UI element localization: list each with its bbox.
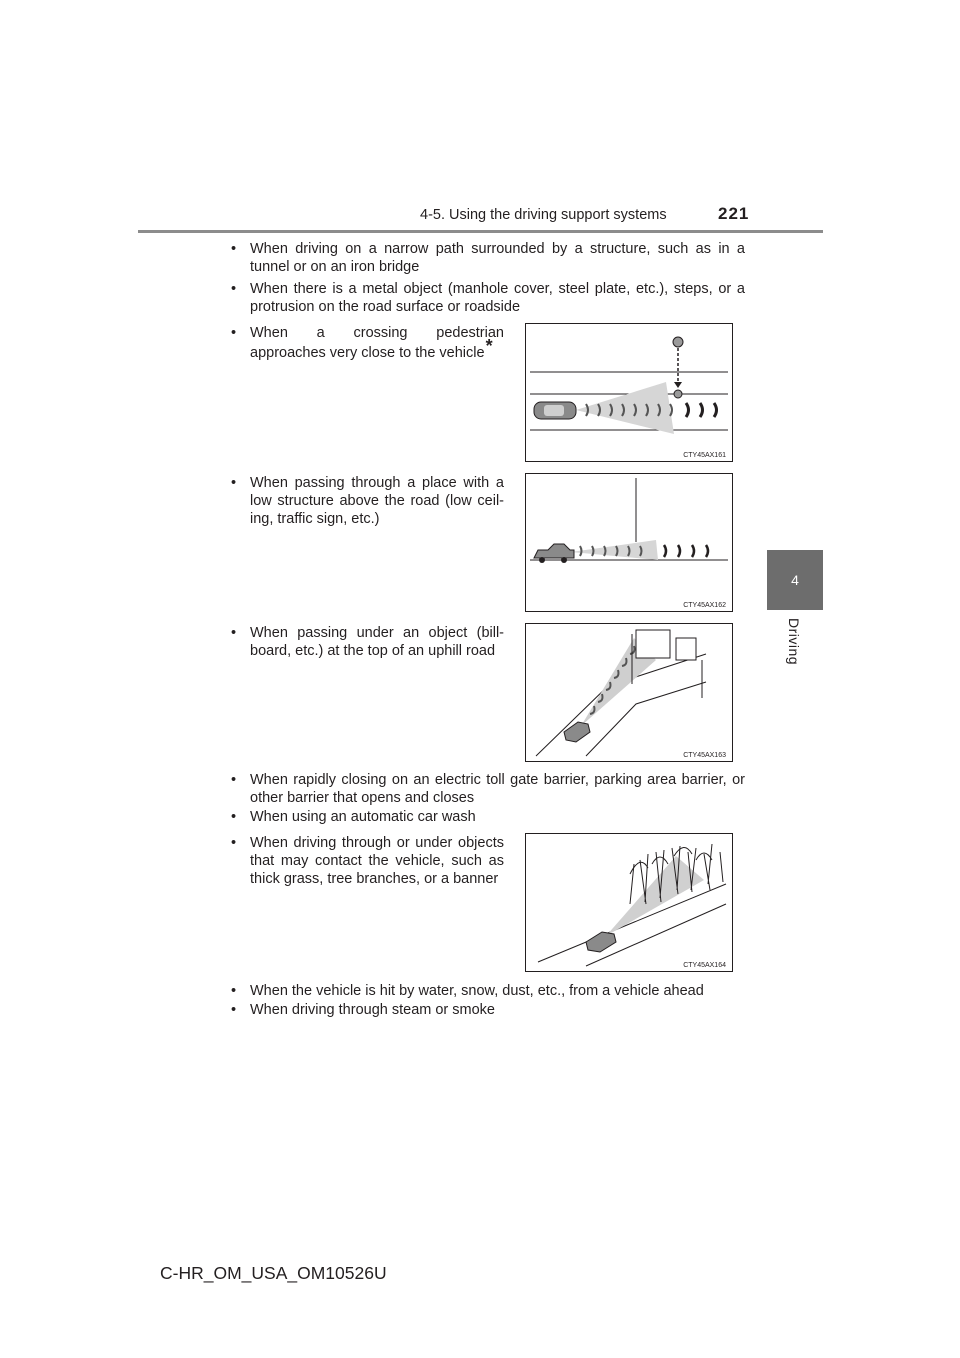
section-title: 4-5. Using the driving support systems <box>420 207 667 223</box>
figure-low-structure <box>525 473 733 612</box>
bullet-marker: • <box>231 281 237 297</box>
bullet-item-metal-object <box>231 280 745 316</box>
chapter-number: 4 <box>791 572 799 588</box>
footnote-asterisk: * <box>485 336 493 356</box>
bullet-text: When driving through or under objects that may contact the vehicle, such as thick grass, tree branches, or a banner <box>250 835 504 887</box>
bullet-text: When rapidly closing on an electric toll gate barrier, parking area barrier, or other barrier that opens and closes <box>250 772 745 806</box>
document-code: C-HR_OM_USA_OM10526U <box>160 1263 387 1283</box>
bullet-marker: • <box>231 772 237 788</box>
bullet-item-car-wash <box>231 808 745 826</box>
bullet-item-narrow-path <box>231 240 745 276</box>
bullet-item-billboard <box>231 624 504 660</box>
bullet-item-grass-branches <box>231 834 504 888</box>
header-divider <box>138 230 823 233</box>
figure-uphill-billboard <box>525 623 733 762</box>
bullet-text: When passing through a place with a low structure above the road (low ceil-ing, traffic sign, etc.) <box>250 475 504 527</box>
uphill-billboard-illustration <box>526 624 732 761</box>
figure-code: CTY45AX161 <box>683 452 726 459</box>
bullet-marker: • <box>231 241 237 257</box>
bullet-item-toll-gate <box>231 771 745 807</box>
page-number: 221 <box>718 204 750 223</box>
thick-grass-illustration <box>526 834 732 971</box>
figure-thick-grass <box>525 833 733 972</box>
bullet-item-pedestrian <box>231 324 504 362</box>
figure-code: CTY45AX164 <box>683 962 726 969</box>
bullet-text: When passing under an object (bill-board, etc.) at the top of an uphill road <box>250 625 504 659</box>
bullet-marker: • <box>231 325 237 341</box>
bullet-marker: • <box>231 475 237 491</box>
bullet-item-water-snow <box>231 982 745 1000</box>
bullet-marker: • <box>231 1002 237 1018</box>
bullet-text: When there is a metal object (manhole cover, steel plate, etc.), steps, or a protrusion on the road surface or roadside <box>250 281 745 315</box>
figure-code: CTY45AX162 <box>683 602 726 609</box>
bullet-text: When driving on a narrow path surrounded by a structure, such as in a tunnel or on an iron bridge <box>250 241 745 275</box>
pedestrian-crossing-illustration <box>526 324 732 461</box>
bullet-text: When using an automatic car wash <box>250 809 476 825</box>
bullet-marker: • <box>231 835 237 851</box>
bullet-text: When driving through steam or smoke <box>250 1002 495 1018</box>
bullet-marker: • <box>231 625 237 641</box>
bullet-text: When a crossing pedestrian approaches very close to the vehicle* <box>250 325 504 361</box>
low-structure-illustration <box>526 474 732 611</box>
figure-pedestrian-crossing <box>525 323 733 462</box>
bullet-item-low-structure <box>231 474 504 528</box>
bullet-text: When the vehicle is hit by water, snow, dust, etc., from a vehicle ahead <box>250 983 704 999</box>
chapter-label: Driving <box>786 618 802 666</box>
bullet-marker: • <box>231 983 237 999</box>
figure-code: CTY45AX163 <box>683 752 726 759</box>
bullet-item-steam-smoke <box>231 1001 745 1019</box>
bullet-marker: • <box>231 809 237 825</box>
